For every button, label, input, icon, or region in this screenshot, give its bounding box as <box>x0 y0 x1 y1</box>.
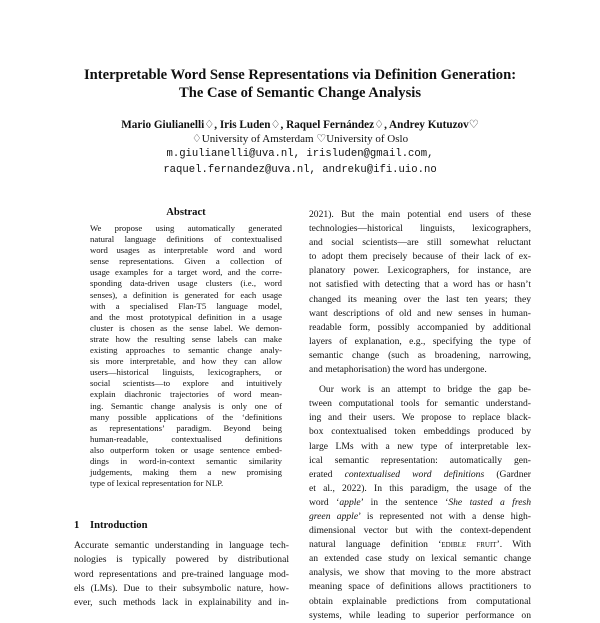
text-line: dings in word-in-context semantic similarity <box>90 455 282 466</box>
text-run: ’. With <box>496 539 531 551</box>
text-line: sis more interpretable, and how they can allow <box>90 356 282 367</box>
text-line: many possible applications of the ‘definitions <box>90 411 282 422</box>
text-line: and the most prototypical definition in a usage <box>90 311 282 322</box>
text-run: (Gardner <box>484 468 531 480</box>
text-line: semantic change (such as broadening, narrowing, <box>309 349 531 361</box>
text-line: word usages as interpretable word and word <box>90 245 282 256</box>
section-number: 1 <box>74 520 80 531</box>
italic-term: contextualised word definitions <box>344 468 485 480</box>
text-line: cluster is chosen as the sense label. We demon- <box>90 322 282 333</box>
text-line: explain diachronic trajectories of word mean- <box>90 389 282 400</box>
author-list: Mario Giulianelli♢, Iris Luden♢, Raquel Fernández♢, Andrey Kutuzov♡ <box>121 119 479 131</box>
affiliations: ♢University of Amsterdam ♡University of Oslo <box>191 133 409 145</box>
text-line <box>309 496 531 510</box>
text-line: and metaphorisation) the word has undergone. <box>309 364 487 376</box>
right-paragraph-2 <box>309 383 531 623</box>
text-line: readable form, possibly accompanied by additional <box>309 321 531 333</box>
text-line: an extended case study on lexical semantic change <box>309 553 531 565</box>
text-run: ’ in the sentence ‘ <box>360 496 449 508</box>
text-line <box>309 468 531 482</box>
text-line: tween computational tools for semantic understand- <box>309 398 531 410</box>
text-line: et al., 2022). In this paradigm, the usage of the <box>309 482 531 494</box>
text-line: sense representations. Given a collection of <box>90 256 282 267</box>
text-line <box>309 510 531 524</box>
text-run: natural language definition ‘ <box>309 539 442 551</box>
text-line: users—historical linguists, lexicographers, or <box>90 367 282 378</box>
title-line-1: Interpretable Word Sense Representations via Definition Generation: <box>83 67 517 83</box>
right-paragraph-1 <box>309 208 531 377</box>
text-line: sponding data-driven usage clusters (i.e., word <box>90 278 282 289</box>
small-caps-definition: edible fruit <box>441 539 497 551</box>
email-line-2: raquel.fernandez@uva.nl, andreku@ifi.uio.no <box>163 164 437 176</box>
text-line: type of lexical representation for NLP. <box>90 478 224 489</box>
text-line: ical semantic representation: automatically gen- <box>309 454 531 466</box>
text-line: ing and their users. We propose to replace black- <box>309 412 531 424</box>
text-line: existing approaches to semantic change analy- <box>90 345 282 356</box>
text-line <box>309 538 531 552</box>
text-run: ’ is represented not with a dense high- <box>358 510 531 522</box>
text-line: Our work is an attempt to bridge the gap be- <box>319 384 531 396</box>
text-run: erated <box>309 468 345 480</box>
text-line: ing. Semantic change analysis is only one of <box>90 400 282 411</box>
section-title: Introduction <box>90 520 148 531</box>
text-line: and social scientists—are still somewhat reluctant <box>309 237 531 249</box>
italic-term: apple <box>339 496 361 508</box>
text-line: as representations’ paradigm. Beyond being <box>90 422 282 433</box>
text-line: planatory power. Lexicographers, for instance, are <box>309 265 531 277</box>
abstract-body <box>90 223 282 489</box>
text-line: also outperform token or usage sentence embed- <box>90 444 282 455</box>
text-line: We propose using automatically generated <box>90 223 282 233</box>
introduction-body <box>74 539 289 610</box>
section-heading-introduction <box>74 519 148 532</box>
text-line: changed its meaning over the last ten years; they <box>309 293 531 305</box>
text-line: obtain explainable predictions from computational <box>309 595 531 607</box>
text-line: nologies is typically powered by distributional <box>74 554 289 566</box>
text-line: social scientists—to explore and intuitively <box>90 378 282 389</box>
abstract-heading: Abstract <box>166 207 206 218</box>
text-line: with a specialised Flan-T5 language model, <box>90 300 282 311</box>
text-line: want descriptions of old and new senses in human- <box>309 307 531 319</box>
text-line: dimensional vector but with the context-dependent <box>309 525 531 537</box>
text-line: analysis, we show that moving to the more abstract <box>309 567 531 579</box>
text-line: technologies—historical linguists, lexicographers, <box>309 223 531 235</box>
text-line: to adopt them precisely because of their lack of ex- <box>309 251 531 263</box>
text-line: natural language definitions of contextualised <box>90 234 282 245</box>
text-line: usage examples for a target word, and the corre- <box>90 267 282 278</box>
italic-example: She tasted a fresh <box>448 496 532 508</box>
text-line: Accurate semantic understanding in language tech- <box>74 540 289 551</box>
text-run: word ‘ <box>309 496 340 508</box>
text-line: judgements, making them a new promising <box>90 467 282 478</box>
author-emails <box>40 146 560 178</box>
right-column <box>309 208 531 623</box>
text-line: systems, while leading to superior performance on <box>309 609 531 621</box>
paper-title <box>40 66 560 102</box>
text-line: senses), a definition is generated for each usage <box>90 289 282 300</box>
text-line: word representations and pre-trained language mod- <box>74 568 289 580</box>
text-line: human-readable, contextualised definitions <box>90 433 282 444</box>
text-line: not satisfied with detecting that a word has or hasn’t <box>309 279 531 291</box>
text-line: ever, such methods lack in explainability and in- <box>74 597 289 609</box>
text-line: layers of explanation, e.g., specifying the type of <box>309 335 531 347</box>
text-line: meaning space of definitions allows practitioners to <box>309 581 531 593</box>
title-line-2: The Case of Semantic Change Analysis <box>178 85 422 101</box>
italic-example: green apple <box>309 510 359 522</box>
email-line-1: m.giulianelli@uva.nl, irisluden@gmail.com, <box>166 148 434 160</box>
text-line: large LMs with a new type of interpretable lex- <box>309 440 531 452</box>
text-line: strate how the resulting sense labels can make <box>90 333 282 344</box>
text-line: 2021). But the main potential end users of these <box>309 209 531 220</box>
text-line: els (LMs). Due to their subsymbolic nature, how- <box>74 582 289 594</box>
text-line: box contextualised token embeddings produced by <box>309 426 531 438</box>
